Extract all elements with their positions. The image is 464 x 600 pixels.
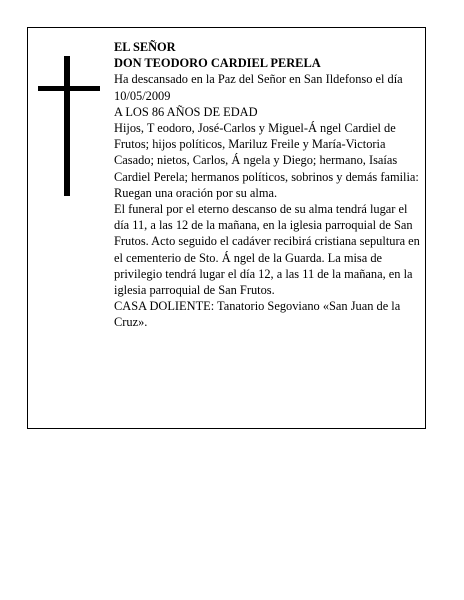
mourning-house: CASA DOLIENTE: Tanatorio Segoviano «San Juan de la Cruz».: [114, 299, 401, 330]
age-statement: A LOS 86 AÑOS DE EDAD: [114, 104, 258, 119]
rest-statement: Ha descansado en la Paz del Señor en San Ildefonso el día 10/05/2009: [114, 72, 403, 103]
funeral-details: El funeral por el eterno descanso de su alma tendrá lugar el día 11, a las 12 de la mañana, en la iglesia parroquial de San Frutos. Acto seguido el cadáver recibirá cristiana sepultura en el cementerio de Sto. Á ngel de la Guarda. La misa de privilegio tendrá lugar el día 12, a las 11 de la mañana, en la iglesia parroquial de San Frutos.: [114, 202, 420, 298]
obituary-text-block: [114, 39, 420, 331]
family-members: Hijos, T eodoro, José-Carlos y Miguel-Á ngel Cardiel de Frutos; hijos políticos, Mariluz Freile y María-Victoria Casado; nietos, Carlos, Á ngela y Diego; hermano, Isaías Cardiel Perela; hermanos políticos, sobrinos y demás familia:: [114, 121, 419, 184]
cross-vertical-bar: [64, 56, 70, 196]
prayer-request: Ruegan una oración por su alma.: [114, 185, 278, 200]
deceased-name: DON TEODORO CARDIEL PERELA: [114, 56, 321, 71]
latin-cross-icon: [38, 56, 100, 196]
cross-horizontal-bar: [38, 86, 100, 91]
notice-heading-title: EL SEÑOR: [114, 40, 176, 54]
